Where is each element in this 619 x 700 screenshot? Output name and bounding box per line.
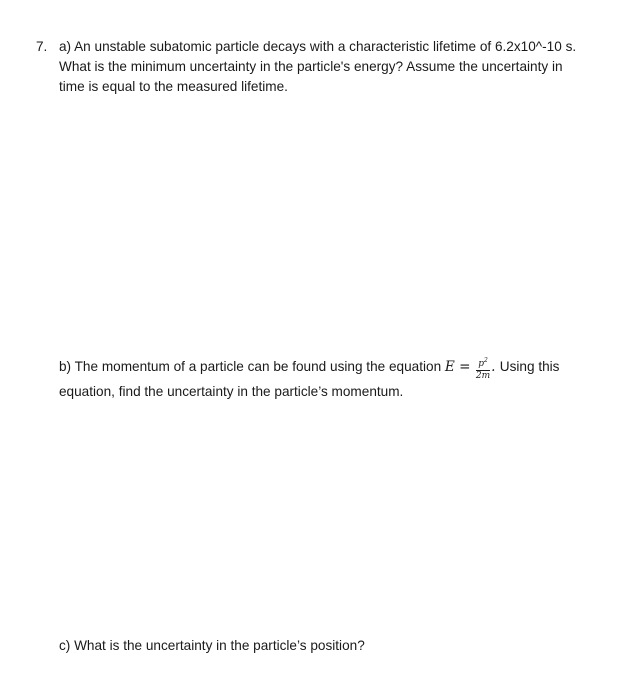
part-c xyxy=(59,636,604,656)
part-b-line-1 xyxy=(59,356,604,381)
part-c-line-1: c) What is the uncertainty in the particle’s position? xyxy=(59,638,365,653)
part-b-prefix: b) The momentum of a particle can be found using the equation xyxy=(59,359,442,374)
part-b-line-2: equation, find the uncertainty in the particle’s momentum. xyxy=(59,384,404,399)
equation-numerator-base: p xyxy=(478,359,484,369)
part-a-line-2: What is the minimum uncertainty in the particle's energy? Assume the uncertainty in xyxy=(59,59,563,74)
equation-period: . xyxy=(491,359,496,375)
equation-numerator-exponent: 2 xyxy=(483,357,488,364)
kinetic-energy-equation xyxy=(444,357,500,381)
part-b xyxy=(59,356,604,403)
equation-denominator: 2m xyxy=(475,371,491,381)
equation-lhs: E = xyxy=(444,359,471,375)
part-a-line-3: time is equal to the measured lifetime. xyxy=(59,79,288,94)
part-b-suffix: Using this xyxy=(499,359,560,374)
part-a xyxy=(59,37,604,97)
question-number: 7. xyxy=(36,39,48,54)
equation-fraction xyxy=(475,357,491,381)
equation-numerator xyxy=(476,357,490,371)
part-a-line-1: a) An unstable subatomic particle decays with a characteristic lifetime of 6.2x10^-10 s. xyxy=(59,39,577,54)
